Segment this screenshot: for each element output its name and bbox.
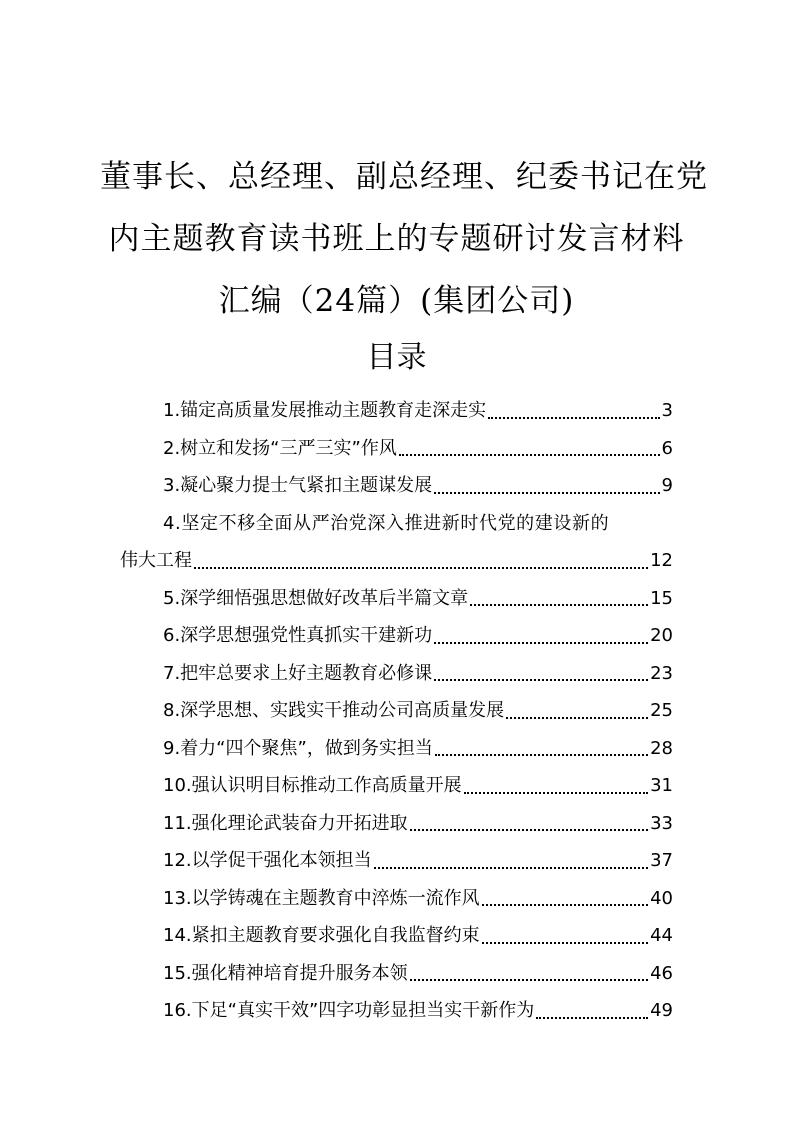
toc-entry-page: 44: [650, 925, 673, 946]
table-of-contents: [120, 392, 673, 1030]
toc-entry-12[interactable]: [120, 842, 673, 880]
toc-entry-16[interactable]: [120, 992, 673, 1030]
toc-entry-label: 3.凝心聚力提士气紧扣主题谋发展: [163, 475, 433, 496]
toc-entry-label: 8.深学思想、实践实干推动公司高质量发展: [163, 700, 505, 721]
toc-entry-label: 14.紧扣主题教育要求强化自我监督约束: [163, 925, 480, 946]
title-line-2: 内主题教育读书班上的专题研讨发言材料: [108, 221, 685, 257]
leader-dots: [506, 717, 648, 719]
leader-dots: [434, 492, 659, 494]
leader-dots: [374, 867, 648, 869]
toc-entry-page: 33: [650, 812, 673, 834]
toc-entry-14[interactable]: [120, 917, 673, 955]
toc-entry-page: 28: [650, 737, 673, 759]
leader-dots: [482, 942, 648, 944]
toc-entry-page: 25: [650, 700, 673, 721]
toc-entry-page: 9: [661, 475, 673, 496]
leader-dots: [410, 979, 648, 981]
leader-dots: [488, 417, 659, 419]
leader-dots: [410, 829, 648, 831]
toc-entry-label: 11.强化理论武装奋力开拓进取: [163, 812, 408, 834]
toc-entry-page: 20: [650, 625, 673, 646]
toc-entry-1[interactable]: [120, 392, 673, 430]
leader-dots: [470, 604, 648, 606]
toc-entry-label: 7.把牢总要求上好主题教育必修课: [163, 662, 433, 684]
toc-entry-label: 5.深学细悟强思想做好改革后半篇文章: [163, 587, 469, 609]
toc-entry-label: 伟大工程: [120, 550, 192, 571]
toc-entry-page: 3: [661, 400, 673, 421]
toc-entry-page: 40: [650, 887, 673, 909]
leader-dots: [536, 1017, 648, 1019]
toc-entry-11[interactable]: [120, 805, 673, 843]
toc-entry-7[interactable]: [120, 655, 673, 693]
toc-entry-13[interactable]: [120, 880, 673, 918]
toc-entry-4-line-1[interactable]: [120, 505, 673, 543]
toc-entry-15[interactable]: [120, 955, 673, 993]
toc-entry-page: 46: [650, 962, 673, 984]
toc-entry-page: 15: [650, 587, 673, 609]
toc-entry-label: 13.以学铸魂在主题教育中淬炼一流作风: [163, 887, 480, 909]
toc-entry-label: 2.树立和发扬“三严三实”作风: [163, 437, 397, 459]
toc-entry-label: 16.下足“真实干效”四字功彰显担当实干新作为: [163, 1000, 535, 1021]
toc-entry-label: 4.坚定不移全面从严治党深入推进新时代党的建设新的: [163, 512, 610, 534]
toc-entry-page: 12: [650, 550, 673, 571]
leader-dots: [464, 792, 648, 794]
toc-entry-2[interactable]: [120, 430, 673, 468]
toc-entry-10[interactable]: [120, 767, 673, 805]
toc-entry-8[interactable]: [120, 692, 673, 730]
leader-dots: [194, 567, 648, 569]
toc-entry-label: 6.深学思想强党性真抓实干建新功: [163, 625, 433, 646]
toc-entry-page: 31: [650, 775, 673, 796]
toc-entry-4-line-2[interactable]: [120, 542, 673, 580]
title-line-3: 汇编（24篇）(集团公司): [218, 283, 575, 319]
toc-entry-page: 49: [650, 1000, 673, 1021]
toc-entry-label: 1.锚定高质量发展推动主题教育走深走实: [163, 400, 487, 421]
leader-dots: [435, 754, 648, 756]
toc-heading: 目录: [366, 340, 427, 375]
toc-entry-3[interactable]: [120, 467, 673, 505]
toc-entry-label: 10.强认识明目标推动工作高质量开展: [163, 775, 462, 796]
toc-entry-6[interactable]: [120, 617, 673, 655]
leader-dots: [482, 904, 648, 906]
toc-entry-page: 37: [650, 850, 673, 871]
toc-entry-label: 15.强化精神培育提升服务本领: [163, 962, 408, 984]
title-line-1: 董事长、总经理、副总经理、纪委书记在党: [100, 159, 708, 195]
toc-entry-label: 9.着力“四个聚焦”，做到务实担当: [163, 737, 433, 759]
toc-entry-page: 6: [661, 437, 673, 459]
document-title: [100, 146, 708, 332]
toc-entry-page: 23: [650, 662, 673, 684]
toc-entry-5[interactable]: [120, 580, 673, 618]
leader-dots: [434, 642, 648, 644]
leader-dots: [434, 679, 648, 681]
leader-dots: [399, 454, 660, 456]
toc-entry-label: 12.以学促干强化本领担当: [163, 850, 372, 871]
toc-entry-9[interactable]: [120, 730, 673, 768]
